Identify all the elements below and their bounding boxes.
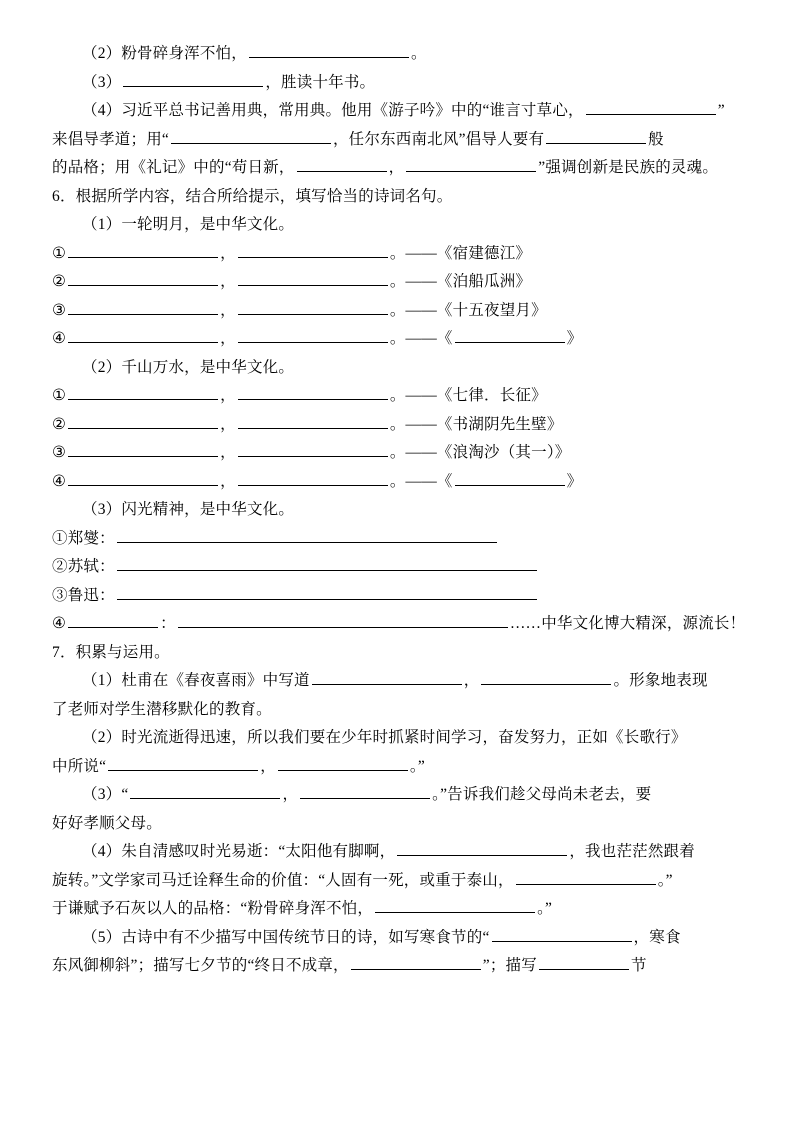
fill-blank[interactable] [539, 954, 629, 970]
fill-blank[interactable] [516, 869, 656, 885]
fill-blank[interactable] [238, 270, 388, 286]
item-number: ③鲁迅： [52, 586, 115, 604]
text-run: ” [717, 102, 725, 119]
question-6-1-item-2 [52, 268, 741, 297]
fill-blank[interactable] [68, 242, 218, 258]
fill-blank[interactable] [68, 441, 218, 457]
text-run: 了老师对学生潜移默化的教育。 [52, 700, 272, 718]
text-run: 。——《宿建德江》 [389, 244, 532, 262]
item-number: ④ [52, 615, 67, 632]
text-run: （3）“ [82, 786, 129, 803]
text-run: （4）习近平总书记善用典，常用典。他用《游子吟》中的“谁言寸草心， [82, 102, 584, 119]
fill-blank[interactable] [117, 527, 497, 543]
question-7-heading [52, 639, 741, 668]
text-run: 7．积累与运用。 [52, 643, 170, 661]
text-run: ， [220, 387, 236, 404]
item-number: ②苏轼： [52, 558, 115, 575]
question-6-2-item-1 [52, 382, 741, 411]
question-7-4-line-3 [52, 895, 741, 924]
text-run: ， [220, 301, 236, 319]
fill-blank[interactable] [455, 470, 565, 486]
text-run: ，我也茫茫然跟着 [569, 843, 695, 860]
fill-blank[interactable] [397, 840, 567, 856]
item-number: ③ [52, 444, 67, 461]
item-number: ④ [52, 472, 67, 490]
fill-blank[interactable] [178, 612, 508, 628]
fill-blank[interactable] [238, 470, 388, 486]
text-run: 》 [566, 330, 583, 347]
question-7-1-line-1 [52, 667, 741, 696]
text-run: ， [388, 159, 405, 176]
fill-blank[interactable] [68, 470, 218, 486]
fill-blank[interactable] [68, 299, 218, 315]
question-7-3-line-2 [52, 810, 741, 839]
text-run: ， [220, 415, 236, 433]
fill-blank[interactable] [108, 755, 258, 771]
question-6-3-item-1 [52, 525, 741, 554]
fill-blank[interactable] [297, 156, 387, 172]
text-run: ， [463, 672, 480, 689]
fill-blank[interactable] [68, 413, 218, 429]
fill-blank[interactable] [278, 755, 408, 771]
question-6-1 [52, 211, 741, 240]
question-5-2 [52, 40, 741, 69]
question-6-3-item-3 [52, 582, 741, 611]
question-6-2-item-3 [52, 439, 741, 468]
text-run: 。——《书湖阴先生壁》 [389, 415, 563, 433]
fill-blank[interactable] [455, 327, 565, 343]
item-number: ① [52, 244, 67, 262]
fill-blank[interactable] [249, 42, 409, 58]
question-7-3-line-1 [52, 781, 741, 810]
text-run: 。”告诉我们趁父母尚未老去，要 [432, 786, 652, 803]
text-run: ， [260, 757, 276, 775]
fill-blank[interactable] [123, 71, 263, 87]
item-number: ①郑燮： [52, 529, 115, 547]
text-run: 般 [648, 130, 664, 148]
question-6-1-item-1 [52, 240, 741, 269]
question-5-4-line-2 [52, 126, 741, 155]
fill-blank[interactable] [586, 99, 716, 115]
text-run: ，任尔东西南北风”倡导人要有 [332, 130, 545, 148]
question-6-1-item-4 [52, 325, 741, 354]
text-run: 于谦赋予石灰以人的品格：“粉骨碎身浑不怕， [52, 900, 374, 917]
text-run: ，寒食 [633, 928, 681, 946]
question-5-3 [52, 69, 741, 98]
fill-blank[interactable] [238, 441, 388, 457]
fill-blank[interactable] [68, 270, 218, 286]
fill-blank[interactable] [117, 584, 537, 600]
text-run: （2）粉骨碎身浑不怕， [82, 45, 247, 62]
text-run: 》 [566, 472, 583, 490]
text-run: （4）朱自清感叹时光易逝：“太阳他有脚啊， [82, 843, 396, 860]
fill-blank[interactable] [238, 299, 388, 315]
item-number: ② [52, 415, 67, 433]
question-7-2-line-1 [52, 724, 741, 753]
fill-blank[interactable] [300, 783, 430, 799]
fill-blank[interactable] [68, 612, 158, 628]
question-7-4-line-2 [52, 867, 741, 896]
item-number: ① [52, 387, 67, 404]
text-run: （2）时光流逝得迅速，所以我们要在少年时抓紧时间学习，奋发努力，正如《长歌行》 [82, 729, 687, 746]
question-7-5-line-1 [52, 924, 741, 953]
text-run: ， [220, 472, 236, 490]
question-6-2-item-2 [52, 411, 741, 440]
text-run: 。——《浪淘沙（其一）》 [389, 444, 571, 461]
text-run: 。——《 [389, 330, 453, 347]
text-run: 。” [657, 871, 673, 889]
text-run: （5）古诗中有不少描写中国传统节日的诗，如写寒食节的“ [82, 928, 490, 946]
text-run: （3）闪光精神，是中华文化。 [82, 501, 295, 518]
fill-blank[interactable] [68, 384, 218, 400]
text-run: 。形象地表现 [613, 672, 708, 689]
text-run: 。” [409, 757, 425, 775]
question-6-3-item-4 [52, 610, 746, 639]
text-run: 。” [537, 900, 553, 917]
question-6-2 [52, 354, 741, 383]
question-6-3-item-2 [52, 553, 741, 582]
text-run: 中所说“ [52, 757, 107, 775]
text-run: ，胜读十年书。 [265, 73, 376, 91]
text-run: ， [220, 244, 236, 262]
text-run: 的品格；用《礼记》中的“苟日新， [52, 159, 295, 176]
text-run: ”强调创新是民族的灵魂。 [538, 159, 719, 176]
text-run: 。——《 [389, 472, 453, 490]
text-run: ”；描写 [482, 957, 537, 974]
fill-blank[interactable] [238, 384, 388, 400]
fill-blank[interactable] [238, 242, 388, 258]
item-number: ② [52, 273, 67, 290]
question-6-1-item-3 [52, 297, 741, 326]
question-5-4-line-3 [52, 154, 741, 183]
fill-blank[interactable] [312, 669, 462, 685]
fill-blank[interactable] [238, 327, 388, 343]
text-run: （3） [82, 73, 122, 91]
fill-blank[interactable] [481, 669, 611, 685]
text-run: 6．根据所学内容，结合所给提示，填写恰当的诗词名句。 [52, 187, 453, 205]
item-number: ④ [52, 330, 67, 347]
text-run: 来倡导孝道；用“ [52, 130, 169, 148]
text-run: 东风御柳斜”；描写七夕节的“终日不成章， [52, 957, 349, 974]
question-7-4-line-1 [52, 838, 741, 867]
question-6-heading [52, 183, 741, 212]
text-run: 。——《十五夜望月》 [389, 301, 547, 319]
question-7-1-line-2 [52, 696, 741, 725]
text-run: ， [282, 786, 299, 803]
text-run: ， [220, 444, 236, 461]
text-run: ： [160, 615, 176, 632]
text-run: ……中华文化博大精深，源流长！ [509, 615, 746, 632]
fill-blank[interactable] [375, 897, 535, 913]
fill-blank[interactable] [68, 327, 218, 343]
text-run: ， [220, 330, 236, 347]
question-6-3 [52, 496, 741, 525]
question-6-2-item-4 [52, 468, 741, 497]
text-run: 好好孝顺父母。 [52, 814, 162, 832]
fill-blank[interactable] [492, 926, 632, 942]
fill-blank[interactable] [406, 156, 536, 172]
question-7-5-line-2 [52, 952, 741, 981]
fill-blank[interactable] [238, 413, 388, 429]
text-run: 旋转。”文学家司马迁诠释生命的价值：“人固有一死，或重于泰山， [52, 871, 514, 889]
fill-blank[interactable] [130, 783, 280, 799]
text-run: （2）千山万水，是中华文化。 [82, 358, 295, 376]
text-run: （1）一轮明月，是中华文化。 [82, 216, 295, 233]
fill-blank[interactable] [546, 128, 646, 144]
fill-blank[interactable] [117, 555, 537, 571]
text-run: （1）杜甫在《春夜喜雨》中写道 [82, 672, 310, 689]
text-run: ， [220, 273, 236, 290]
question-5-4-line-1 [52, 97, 741, 126]
text-run: 。——《七律．长征》 [389, 387, 547, 404]
text-run: 。 [410, 45, 427, 62]
fill-blank[interactable] [351, 954, 481, 970]
item-number: ③ [52, 301, 67, 319]
text-run: 节 [630, 957, 647, 974]
fill-blank[interactable] [171, 128, 331, 144]
text-run: 。——《泊船瓜洲》 [389, 273, 532, 290]
question-7-2-line-2 [52, 753, 741, 782]
